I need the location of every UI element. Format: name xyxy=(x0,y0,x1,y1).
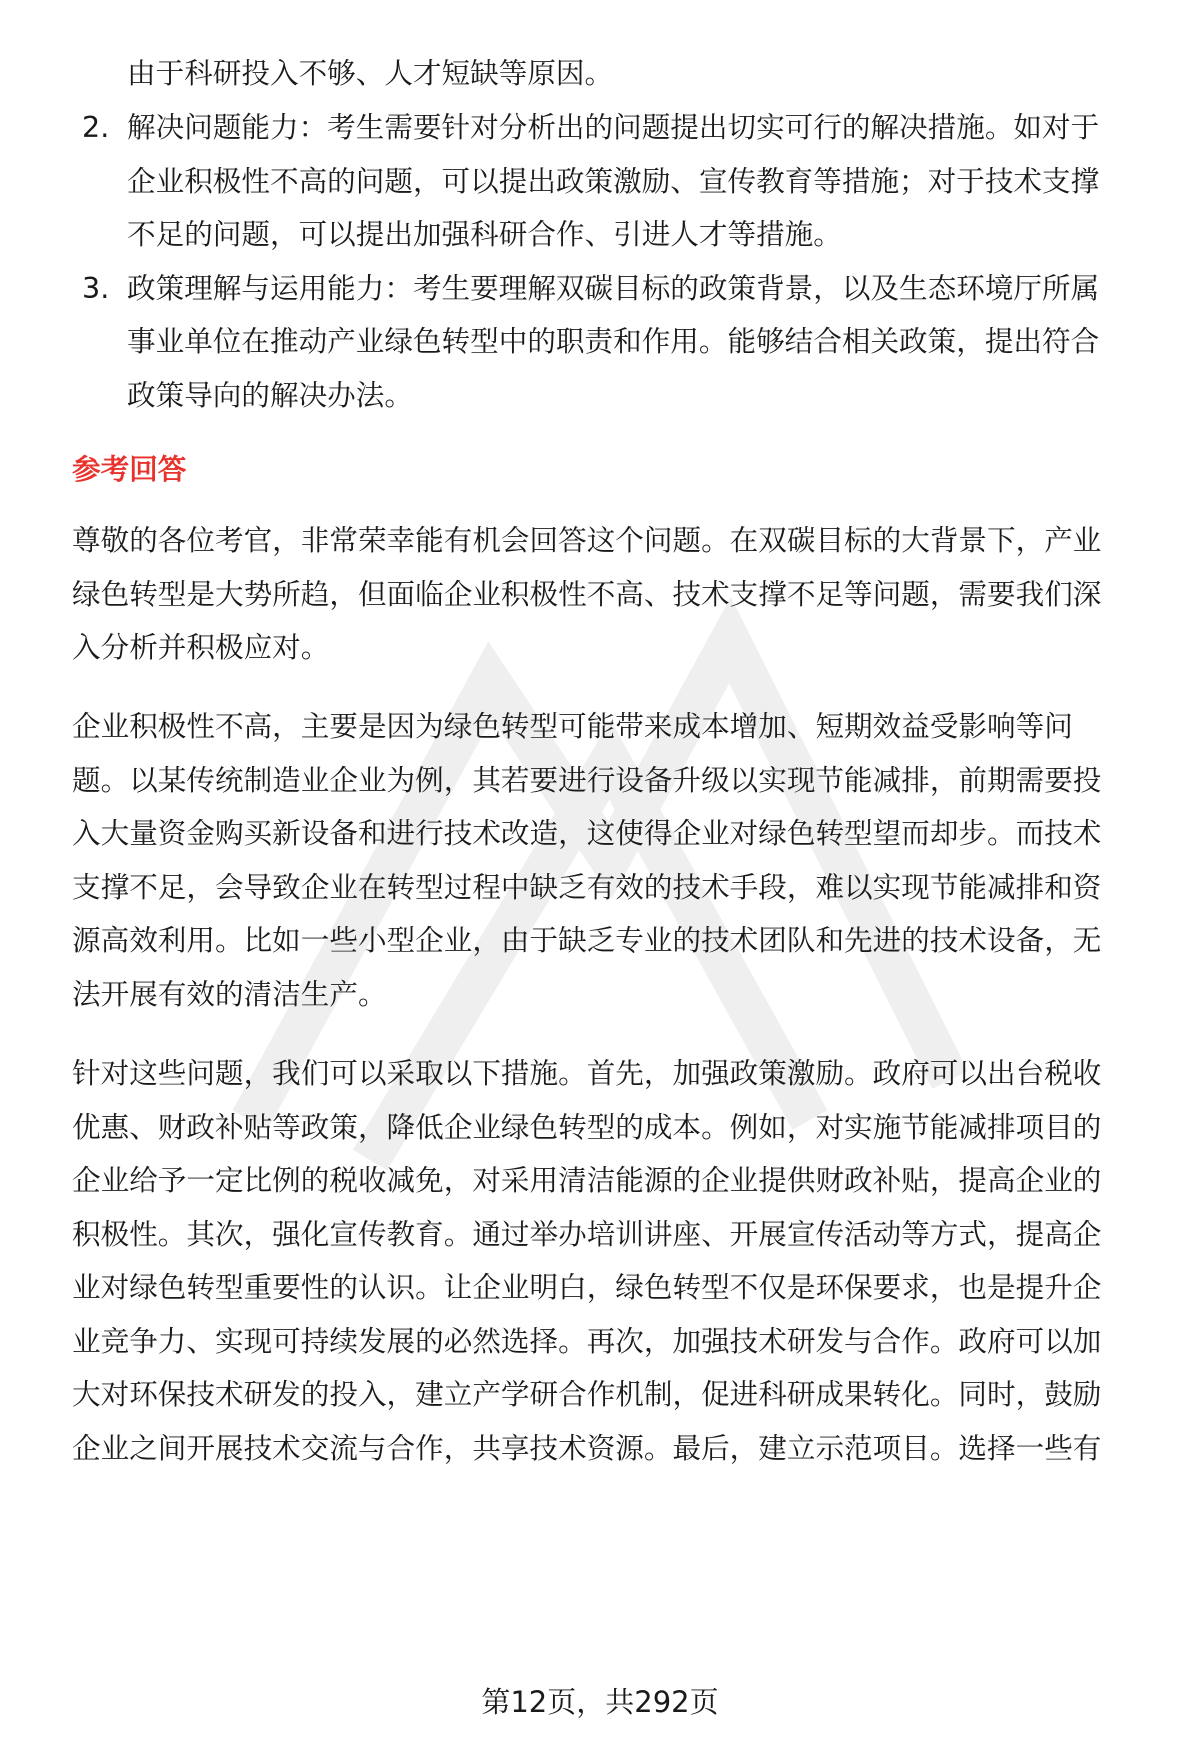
paragraph-line: 业对绿色转型重要性的认识。让企业明白，绿色转型不仅是环保要求，也是提升企 xyxy=(72,1270,1102,1304)
list-item-number: 3. xyxy=(82,271,110,305)
paragraph-line: 针对这些问题，我们可以采取以下措施。首先，加强政策激励。政府可以出台税收 xyxy=(72,1056,1102,1090)
list-item-number: 2. xyxy=(82,110,110,144)
paragraph-line: 源高效利用。比如一些小型企业，由于缺乏专业的技术团队和先进的技术设备，无 xyxy=(72,923,1102,957)
list-continuation-line: 由于科研投入不够、人才短缺等原因。 xyxy=(127,56,614,90)
paragraph-line: 积极性。其次，强化宣传教育。通过举办培训讲座、开展宣传活动等方式，提高企 xyxy=(72,1217,1102,1251)
list-item-line: 企业积极性不高的问题，可以提出政策激励、宣传教育等措施；对于技术支撑 xyxy=(127,164,1100,198)
paragraph-line: 优惠、财政补贴等政策，降低企业绿色转型的成本。例如，对实施节能减排项目的 xyxy=(72,1110,1102,1144)
paragraph-line: 企业给予一定比例的税收减免，对采用清洁能源的企业提供财政补贴，提高企业的 xyxy=(72,1163,1102,1197)
paragraph-line: 尊敬的各位考官，非常荣幸能有机会回答这个问题。在双碳目标的大背景下，产业 xyxy=(72,523,1102,557)
list-item-line: 不足的问题，可以提出加强科研合作、引进人才等措施。 xyxy=(127,217,842,251)
list-item-line: 政策理解与运用能力：考生要理解双碳目标的政策背景，以及生态环境厅所属 xyxy=(127,271,1100,305)
paragraph-line: 企业积极性不高，主要是因为绿色转型可能带来成本增加、短期效益受影响等问 xyxy=(72,709,1073,743)
paragraph-line: 入分析并积极应对。 xyxy=(72,630,330,664)
list-item-line: 政策导向的解决办法。 xyxy=(127,378,413,412)
list-item-line: 事业单位在推动产业绿色转型中的职责和作用。能够结合相关政策，提出符合 xyxy=(127,324,1100,358)
paragraph-line: 业竞争力、实现可持续发展的必然选择。再次，加强技术研发与合作。政府可以加 xyxy=(72,1324,1102,1358)
paragraph-line: 绿色转型是大势所趋，但面临企业积极性不高、技术支撑不足等问题，需要我们深 xyxy=(72,577,1102,611)
paragraph-line: 支撑不足，会导致企业在转型过程中缺乏有效的技术手段，难以实现节能减排和资 xyxy=(72,870,1102,904)
page-number-footer: 第12页，共292页 xyxy=(481,1685,719,1719)
section-heading: 参考回答 xyxy=(72,452,187,486)
paragraph-line: 企业之间开展技术交流与合作，共享技术资源。最后，建立示范项目。选择一些有 xyxy=(72,1431,1102,1465)
paragraph-line: 大对环保技术研发的投入，建立产学研合作机制，促进科研成果转化。同时，鼓励 xyxy=(72,1377,1102,1411)
paragraph-line: 题。以某传统制造业企业为例，其若要进行设备升级以实现节能减排，前期需要投 xyxy=(72,763,1102,797)
paragraph-line: 法开展有效的清洁生产。 xyxy=(72,977,387,1011)
paragraph-line: 入大量资金购买新设备和进行技术改造，这使得企业对绿色转型望而却步。而技术 xyxy=(72,816,1102,850)
list-item-line: 解决问题能力：考生需要针对分析出的问题提出切实可行的解决措施。如对于 xyxy=(127,110,1100,144)
